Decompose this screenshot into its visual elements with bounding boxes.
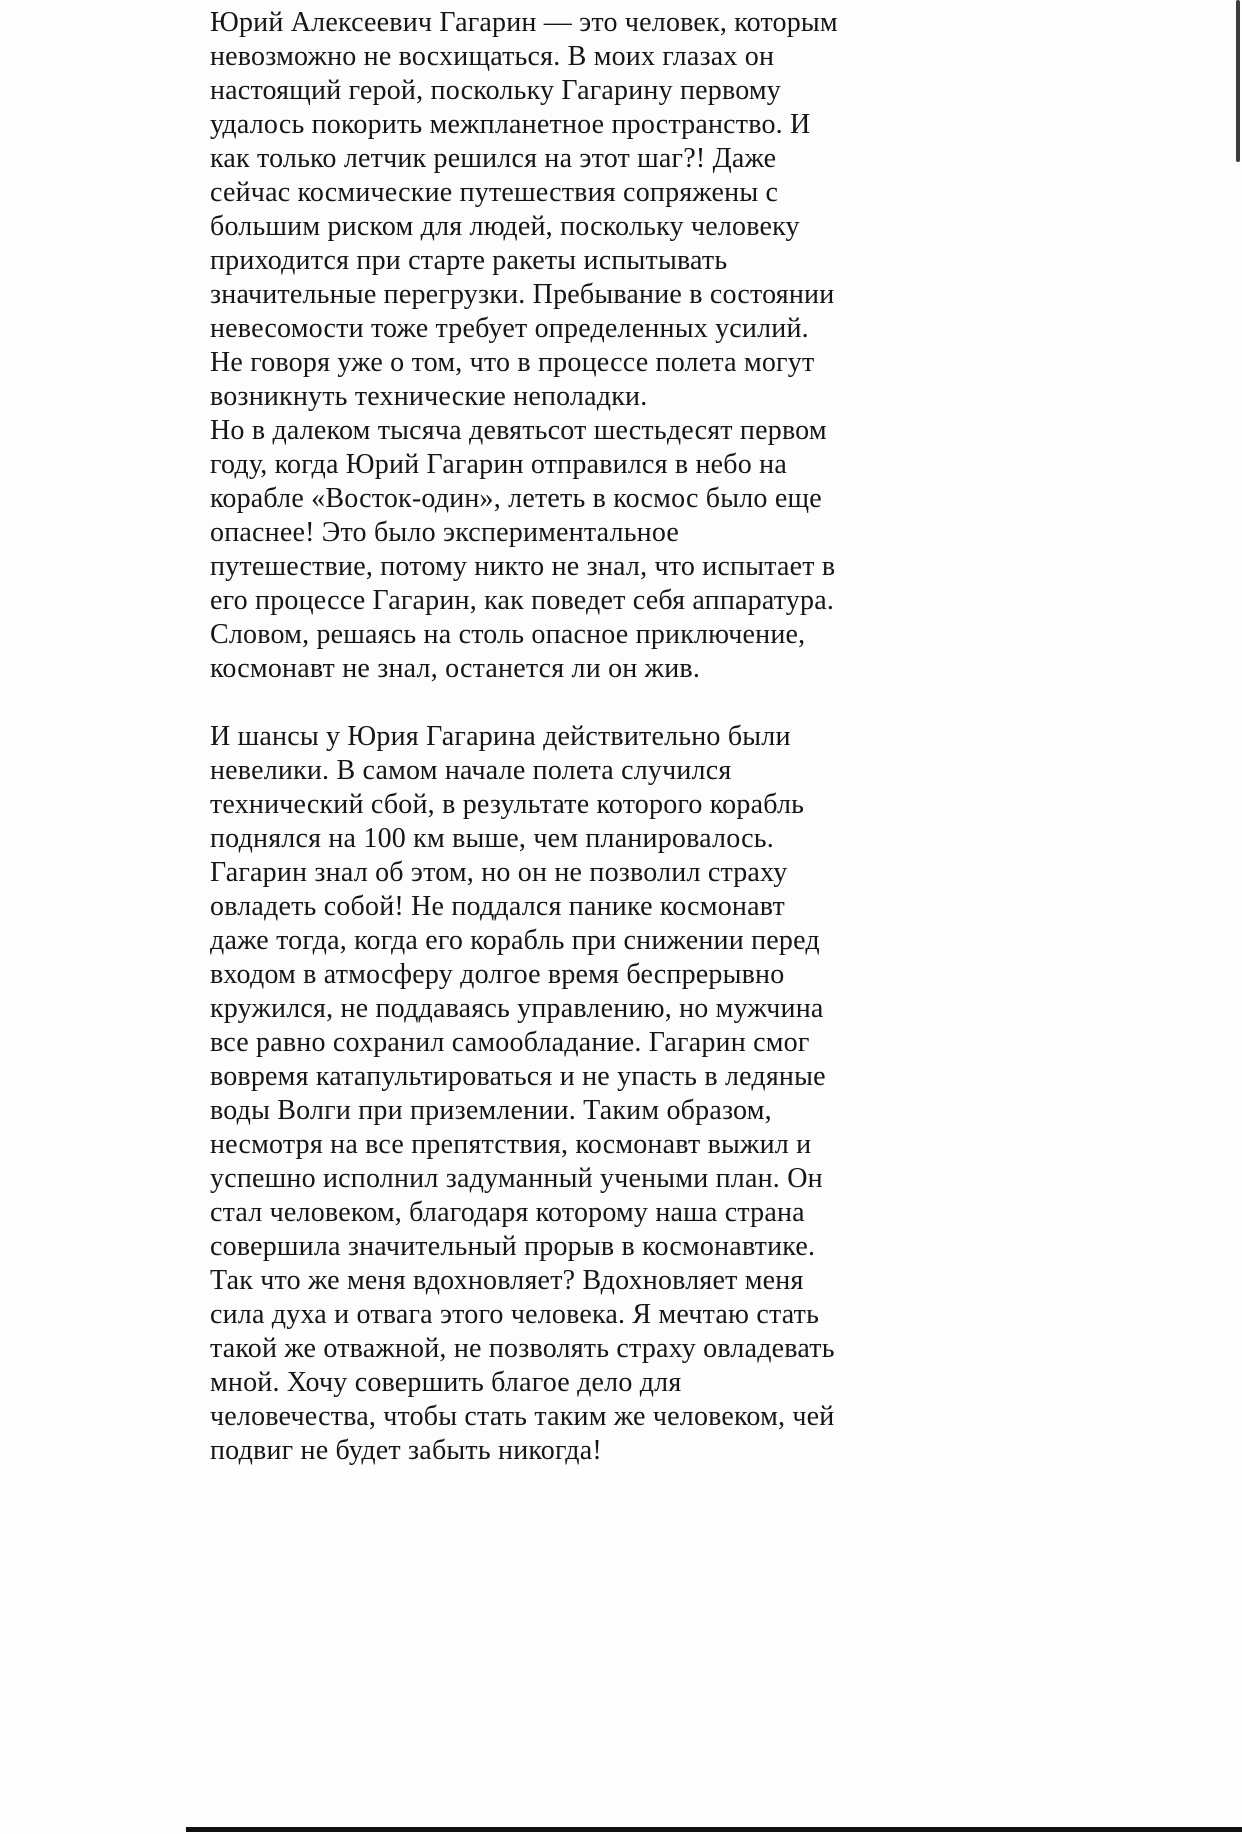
paragraph-flight-incidents: И шансы у Юрия Гагарина действительно были невелики. В самом начале полета случился технический сбой, в результате которого корабль поднялся на 100 км выше, чем планировалось. Гагарин знал об этом, но он не позволил страху овладеть собой! Не поддался панике космонавт даже тогда, когда его корабль при снижении перед входом в атмосферу долгое время беспрерывно кружился, не поддаваясь управлению, но мужчина все равно сохранил самообладание. Гагарин смог вовремя катапультироваться и не упасть в ледяные воды Волги при приземлении. Таким образом, несмотря на все препятствия, космонавт выжил и успешно исполнил задуманный учеными план. Он стал человеком, благодаря которому наша страна совершила значительный прорыв в космонавтике.: [210, 721, 833, 1262]
paragraph-conclusion: Так что же меня вдохновляет? Вдохновляет меня сила духа и отвага этого человека. Я мечтаю стать такой же отважной, не позволять страху овладевать мной. Хочу совершить благое дело для человечества, чтобы стать таким же человеком, чей подвиг не будет забыть никогда!: [210, 1265, 842, 1466]
text-column: [210, 6, 846, 1468]
paragraph-intro: Юрий Алексеевич Гагарин — это человек, которым невозможно не восхищаться. В моих глазах он настоящий герой, поскольку Гагарину первому удалось покорить межпланетное пространство. И как только летчик решился на этот шаг?! Даже сейчас космические путешествия сопряжены с большим риском для людей, поскольку человеку приходится при старте ракеты испытывать значительные перегрузки. Пребывание в состоянии невесомости тоже требует определенных усилий. Не говоря уже о том, что в процессе полета могут возникнуть технические неполадки.: [210, 7, 846, 412]
scrollbar-thumb[interactable]: [1236, 0, 1240, 162]
bottom-edge-bar: [186, 1827, 1242, 1832]
paragraph-1961-flight: Но в далеком тысяча девятьсот шестьдесят первом году, когда Юрий Гагарин отправился в небо на корабле «Восток-один», лететь в космос было еще опаснее! Это было экспериментальное путешествие, потому никто не знал, что испытает в его процессе Гагарин, как поведет себя аппаратура. Словом, решаясь на столь опасное приключение, космонавт не знал, останется ли он жив.: [210, 415, 843, 684]
